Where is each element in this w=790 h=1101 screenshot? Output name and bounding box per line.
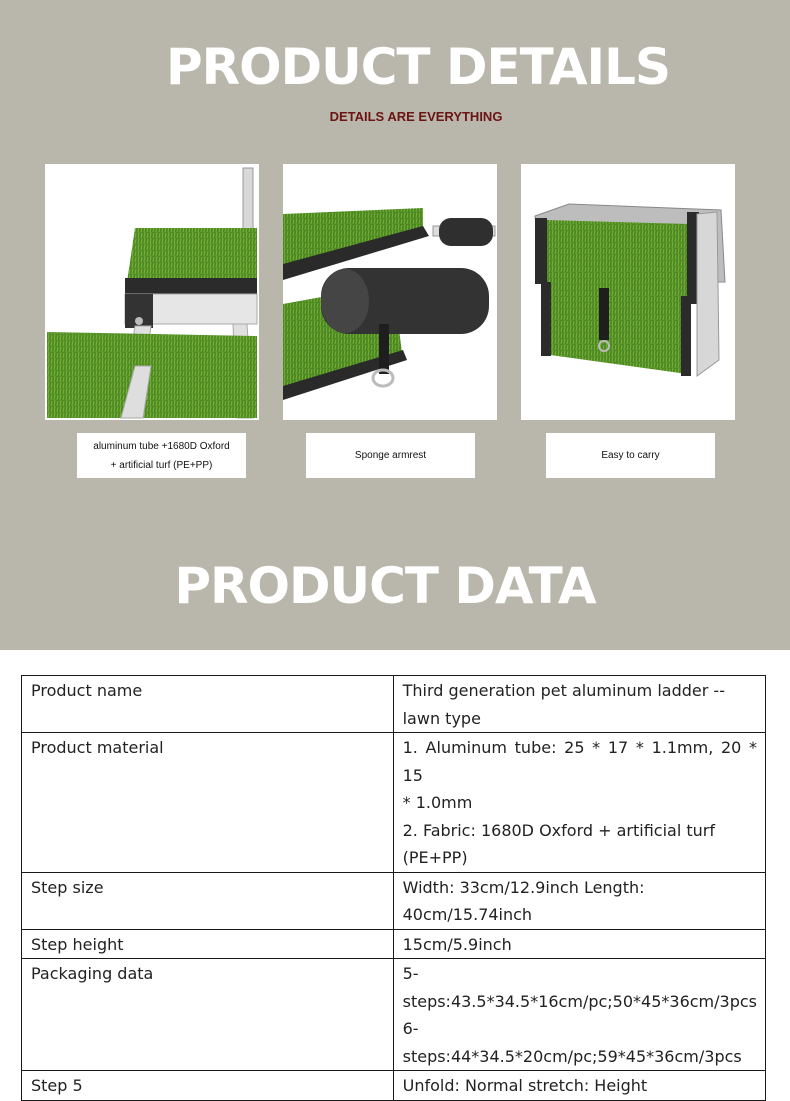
- table-row: [22, 872, 766, 929]
- spec-value-line: lawn type: [402, 708, 481, 728]
- product-photo-folded: [521, 164, 735, 420]
- product-data-heading: PRODUCT DATA: [174, 557, 596, 615]
- spec-key: Step 5: [22, 1071, 394, 1101]
- spec-value: [393, 1071, 765, 1101]
- details-subtitle: DETAILS ARE EVERYTHING: [329, 109, 503, 124]
- spec-value-line: (PE+PP): [402, 848, 468, 867]
- product-spec-table: [21, 675, 766, 1101]
- product-photo-armrest: [283, 164, 497, 420]
- spec-value-line: 5-steps:43.5*34.5*16cm/pc;50*45*36cm/3pcs: [402, 964, 757, 1011]
- spec-key: Packaging data: [22, 959, 394, 1071]
- spec-value: [393, 929, 765, 959]
- spec-value-line: 40cm/15.74inch: [402, 905, 533, 924]
- spec-value-line: 6-steps:44*34.5*20cm/pc;59*45*36cm/3pcs: [402, 1019, 742, 1066]
- spec-value: [393, 733, 765, 873]
- spec-value-line: Third generation pet aluminum ladder --: [402, 681, 725, 700]
- caption-armrest: [306, 433, 475, 478]
- spec-key: Step height: [22, 929, 394, 959]
- spec-key: Product name: [22, 676, 394, 733]
- spec-value: [393, 676, 765, 733]
- caption-material-line2: + artificial turf (PE+PP): [110, 459, 213, 471]
- table-row: [22, 733, 766, 873]
- spec-value-line: 1. Aluminum tube: 25 * 17 * 1.1mm, 20 * 15: [402, 738, 757, 785]
- table-row: [22, 1071, 766, 1101]
- spec-key: Product material: [22, 733, 394, 873]
- spec-value-line: 15cm/5.9inch: [402, 934, 512, 954]
- spec-value-line: Width: 33cm/12.9inch Length:: [402, 877, 645, 897]
- caption-carry-text: Easy to carry: [601, 450, 660, 461]
- caption-carry: [546, 433, 715, 478]
- spec-value-line: * 1.0mm: [402, 793, 473, 812]
- caption-material-line1: aluminum tube +1680D Oxford: [93, 440, 230, 452]
- table-row: [22, 676, 766, 733]
- table-row: [22, 929, 766, 959]
- caption-armrest-text: Sponge armrest: [354, 450, 427, 461]
- product-photo-steps: [45, 164, 259, 420]
- caption-material: [77, 433, 246, 478]
- spec-key: Step size: [22, 872, 394, 929]
- table-row: [22, 959, 766, 1071]
- spec-value-line: Unfold: Normal stretch: Height: [402, 1076, 648, 1095]
- spec-value: [393, 872, 765, 929]
- spec-value: [393, 959, 765, 1071]
- product-details-heading: PRODUCT DETAILS: [165, 38, 671, 96]
- spec-value-line: 2. Fabric: 1680D Oxford + artificial turf: [402, 820, 715, 840]
